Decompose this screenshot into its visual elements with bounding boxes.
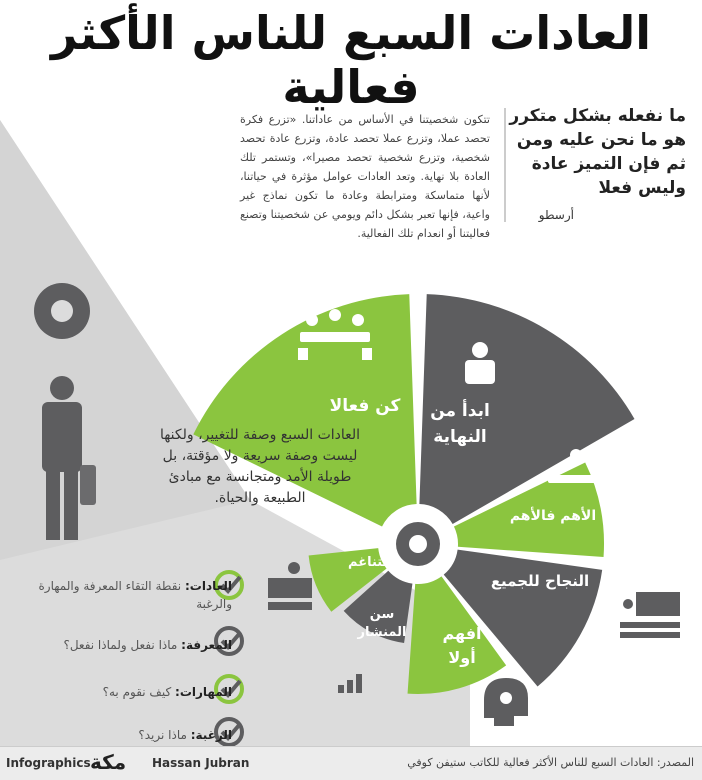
checklist-desc: كيف نقوم به؟ (102, 685, 172, 699)
footer-author: Hassan Jubran (152, 756, 250, 770)
checklist-item (32, 577, 232, 613)
habit-label-win-win: النجاح للجميع (490, 572, 590, 590)
checklist-desc: ماذا نفعل ولماذا نفعل؟ (63, 638, 178, 652)
checklist-desc: نقطة التقاء المعرفة والمهارة والرغبة (38, 579, 232, 611)
checklist-term: الرغبة: (190, 728, 232, 742)
head-gears-icon (484, 678, 528, 726)
checklist-term: العادات: (184, 579, 232, 593)
checklist-item (32, 726, 232, 744)
quote-text: ما نفعله بشكل متكرر هو ما نحن عليه ومن ثم فإن التميز عادة وليس فعلا (509, 106, 686, 198)
habit-label-begin-with-end: ابدأ من النهاية (430, 401, 490, 447)
checklist-item (32, 636, 232, 654)
intro-paragraph: تتكون شخصيتنا في الأساس من عاداتنا. «تزرع فكرة تحصد عملا، وتزرع عملا تحصد عادة، وتزرع عادة تحصد شخصية، وتزرع شخصية تحصد مصيرا»، وتستمر تلك العادة بلا نهاية. وتعد العادات عوامل مؤثرة في حياتنا، لأنها متماسكة ومترابطة وعادة ما تكون نماذج غير واعية، فإنها تعبر بشكل دائم ويومي عن شخصيتنا وتصنع فعاليتنا أو انعدام تلك الفعالية. (240, 113, 490, 240)
habit-label-be-proactive: كن فعالا (329, 396, 401, 416)
habit-label-sharpen-saw: سن المنشار (357, 607, 407, 640)
quote-author: أرسطو (538, 208, 574, 222)
footer-infographics: Infographics (6, 756, 91, 770)
footer-source: المصدر: العادات السبع للناس الأكثر فعالية للكاتب ستيفن كوفي (407, 756, 694, 769)
habit-label-seek-first: افهم أولا (442, 624, 482, 667)
checklist-item (32, 683, 232, 701)
footer-bar (0, 746, 702, 780)
checklist-term: المهارات: (175, 685, 232, 699)
footer-brand-logo: مكة (90, 750, 127, 774)
habit-label-synergize: التناغم (348, 555, 392, 570)
presentation-icon (620, 592, 680, 638)
habits-note: العادات السبع وصفة للتغيير، ولكنها ليست وصفة سريعة ولا مؤقتة، بل طويلة الأمد ومتجانسة مع مبادئ الطبيعة والحياة. (159, 427, 361, 506)
checklist-desc: ماذا نريد؟ (138, 728, 187, 742)
habit-label-first-things-first: الأهم فالأهم (509, 508, 597, 524)
page-title: العادات السبع للناس الأكثر فعالية (51, 6, 651, 114)
checklist-term: المعرفة: (181, 638, 232, 652)
